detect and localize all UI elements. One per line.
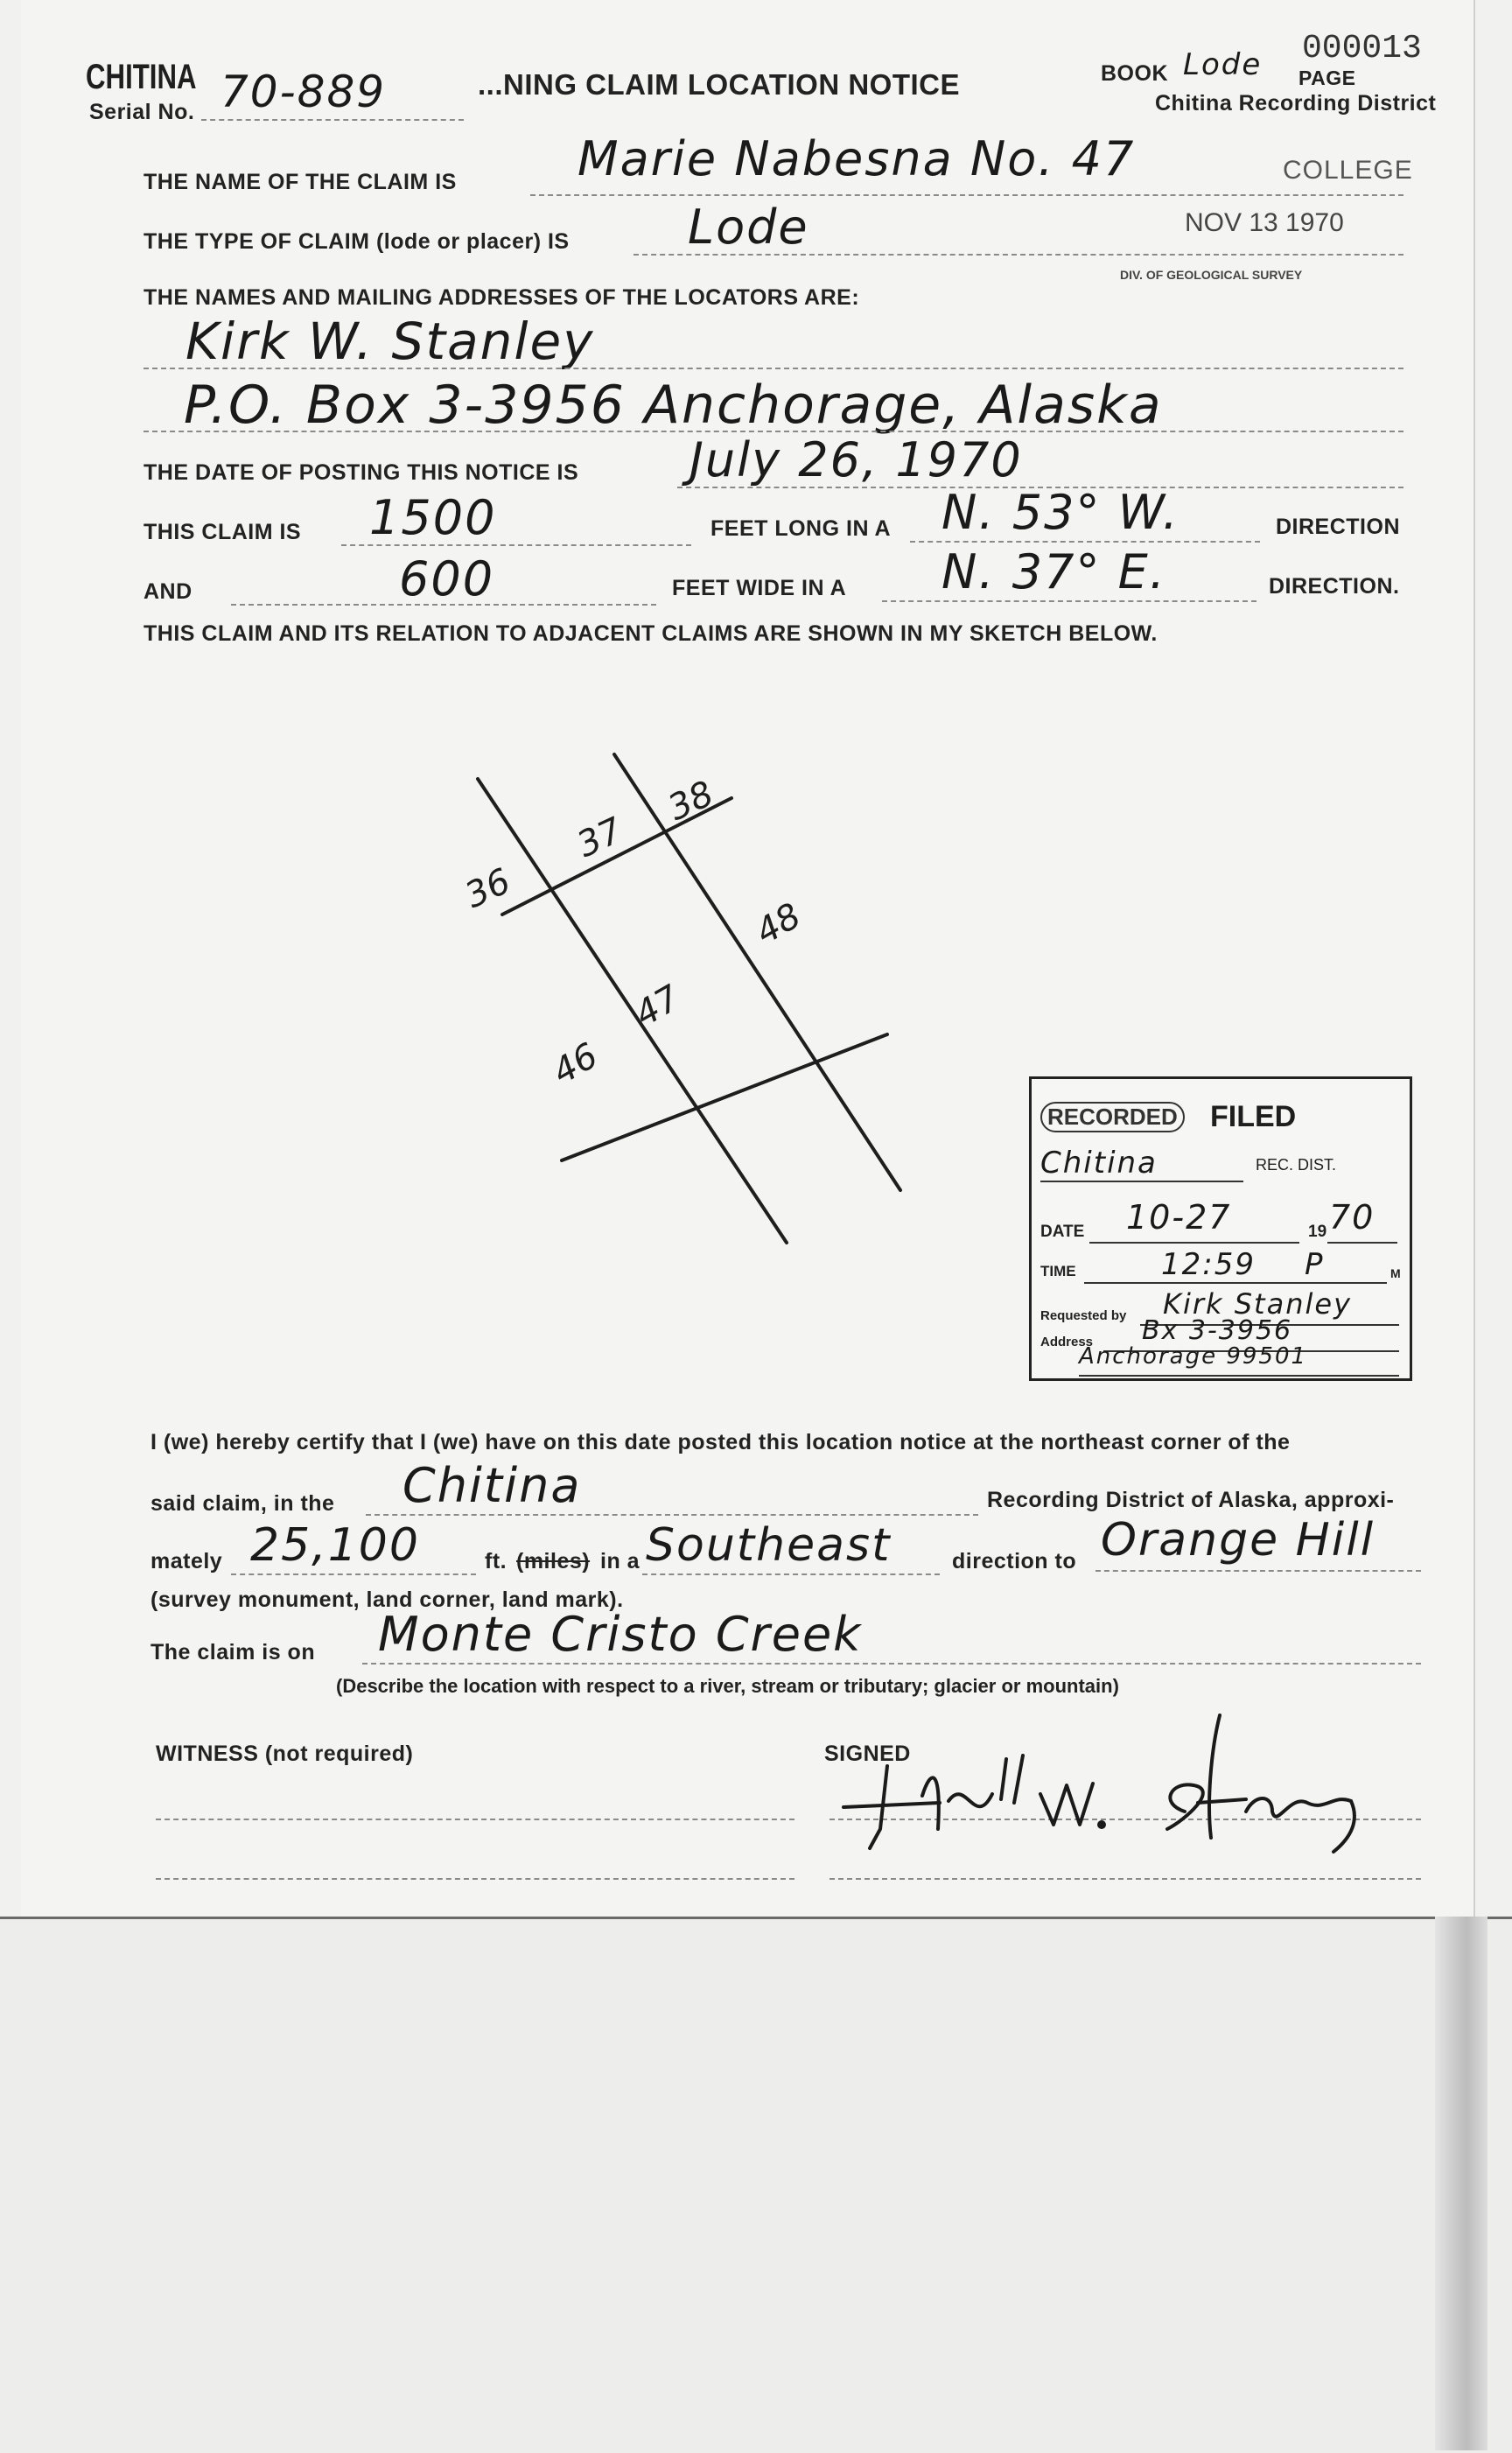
claim-name-value: Marie Nabesna No. 47 [578, 131, 1136, 186]
bearing-line [642, 1573, 940, 1575]
district-label: Chitina Recording District [1155, 91, 1437, 116]
claim-type-label: THE TYPE OF CLAIM (lode or placer) IS [144, 229, 570, 254]
locator-name-line [144, 368, 1404, 369]
form-title: ...NING CLAIM LOCATION NOTICE [478, 68, 961, 101]
stamp-year-line [1327, 1242, 1397, 1244]
page-edge-shadow [1435, 1917, 1488, 2450]
width-line [231, 604, 656, 606]
posting-label: THE DATE OF POSTING THIS NOTICE IS [144, 460, 579, 485]
bearing-value: Southeast [646, 1519, 892, 1572]
address-label: Address [1040, 1335, 1094, 1349]
claim-on-line [362, 1663, 1421, 1665]
direction-to-label: direction to [952, 1549, 1077, 1573]
stamp-time-line [1084, 1282, 1387, 1284]
office-name: CHITINA [86, 58, 197, 96]
stamp-date-label: DATE [1040, 1223, 1085, 1241]
stamp-ampm-value: P [1305, 1247, 1325, 1282]
width-dir-label: FEET WIDE IN A [672, 576, 847, 600]
length-dir-line [910, 541, 1260, 543]
sketch-label-37: 37 [570, 809, 629, 866]
stamp-year-prefix: 19 [1308, 1223, 1327, 1241]
college-stamp: COLLEGE [1283, 156, 1413, 185]
serial-line [201, 119, 464, 121]
signature [835, 1698, 1377, 1855]
book-label: BOOK [1101, 61, 1168, 86]
district-suffix: Recording District of Alaska, approxi- [987, 1488, 1395, 1512]
mately-label: mately [150, 1549, 223, 1573]
locators-label: THE NAMES AND MAILING ADDRESSES OF THE LOCATORS ARE: [144, 285, 860, 310]
witness-line-1 [156, 1819, 794, 1820]
division-stamp: DIV. OF GEOLOGICAL SURVEY [1120, 268, 1303, 282]
received-date-stamp: NOV 13 1970 [1185, 208, 1344, 237]
serial-label: Serial No. [89, 100, 195, 124]
claim-form [21, 0, 1475, 1917]
landmark-line [1096, 1570, 1421, 1572]
serial-value: 70-889 [220, 67, 387, 117]
claim-name-label: THE NAME OF THE CLAIM IS [144, 170, 457, 194]
claim-on-value: Monte Cristo Creek [378, 1607, 863, 1662]
underlying-page [0, 1917, 1512, 2453]
certify-district-line [366, 1514, 978, 1516]
sketch-label-36: 36 [458, 860, 517, 917]
page-value: 000013 [1302, 30, 1422, 67]
sketch-label-47: 47 [628, 978, 688, 1035]
posting-date: July 26, 1970 [690, 432, 1023, 487]
claim-type-value: Lode [688, 200, 809, 255]
certify-line-1: I (we) hereby certify that I (we) have on this date posted this location notice at the northeast corner of the [150, 1430, 1291, 1454]
stamp-time-value: 12:59 [1161, 1247, 1256, 1282]
sketch-label-46: 46 [546, 1035, 606, 1093]
locator-address: P.O. Box 3-3956 Anchorage, Alaska [184, 375, 1163, 436]
signed-line-2 [830, 1878, 1421, 1880]
length-value: 1500 [369, 490, 497, 545]
stamp-district-value: Chitina [1040, 1146, 1158, 1181]
said-claim-label: said claim, in the [150, 1491, 335, 1516]
stamp-year-value: 70 [1329, 1198, 1376, 1237]
witness-label: WITNESS (not required) [156, 1742, 414, 1766]
length-label: THIS CLAIM IS [144, 520, 302, 544]
claim-on-label: The claim is on [150, 1640, 316, 1665]
width-dir-line [882, 600, 1256, 602]
claim-name-line [530, 194, 1404, 196]
direction-label-2: DIRECTION. [1269, 574, 1400, 599]
width-value: 600 [399, 551, 495, 606]
address-line-2-rule [1079, 1375, 1399, 1377]
stamp-m-label: M [1390, 1266, 1401, 1280]
stamp-date-value: 10-27 [1126, 1198, 1232, 1237]
stamp-date-line [1089, 1242, 1299, 1244]
length-dir-label: FEET LONG IN A [710, 516, 892, 541]
stamp-district-line [1040, 1181, 1243, 1182]
miles-label: (miles) [516, 1549, 591, 1573]
signed-label: SIGNED [824, 1742, 911, 1766]
stamp-time-label: TIME [1040, 1263, 1076, 1279]
sketch-label-48: 48 [749, 895, 808, 953]
address-line-2: Anchorage 99501 [1079, 1343, 1308, 1370]
length-line [341, 544, 691, 546]
length-dir-value: N. 53° W. [942, 485, 1180, 540]
filed-label: FILED [1210, 1100, 1297, 1133]
ft-label: ft. [485, 1549, 508, 1573]
requested-label: Requested by [1040, 1308, 1127, 1323]
rec-dist-label: REC. DIST. [1256, 1156, 1337, 1174]
claim-type-line [634, 254, 1404, 256]
and-label: AND [144, 579, 192, 604]
sketch-label-38: 38 [662, 773, 720, 830]
survey-note: (survey monument, land corner, land mark). [150, 1587, 624, 1612]
address-line-1: Bx 3-3956 [1142, 1315, 1293, 1346]
recorded-label: RECORDED [1040, 1102, 1185, 1132]
certify-district-value: Chitina [402, 1458, 582, 1513]
witness-line-2 [156, 1878, 794, 1880]
describe-note: (Describe the location with respect to a river, stream or tributary; glacier or mountain) [336, 1675, 1119, 1697]
page-label: PAGE [1298, 67, 1356, 89]
relation-text: THIS CLAIM AND ITS RELATION TO ADJACENT CLAIMS ARE SHOWN IN MY SKETCH BELOW. [144, 621, 1158, 646]
direction-label: DIRECTION [1276, 515, 1400, 539]
requested-value: Kirk Stanley [1163, 1287, 1352, 1321]
distance-line [231, 1573, 476, 1575]
filed-stamp [1029, 1076, 1412, 1381]
landmark-value: Orange Hill [1101, 1514, 1376, 1566]
in-a-label: in a [600, 1549, 640, 1573]
claim-sketch [397, 718, 940, 1260]
locator-name: Kirk W. Stanley [186, 312, 595, 371]
width-dir-value: N. 37° E. [942, 544, 1166, 599]
distance-value: 25,100 [250, 1519, 420, 1572]
book-value: Lode [1183, 47, 1263, 82]
